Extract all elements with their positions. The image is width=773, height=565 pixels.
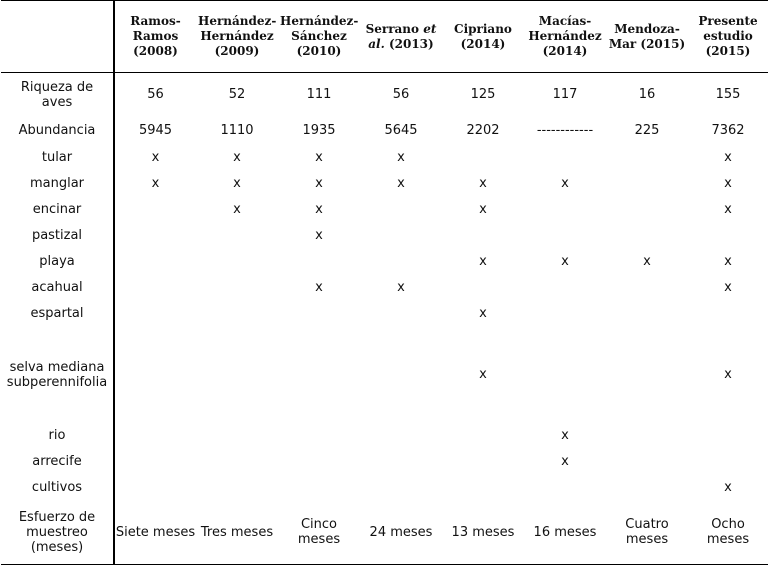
table-cell (524, 145, 606, 171)
table-cell (278, 449, 360, 475)
table-cell (114, 423, 196, 449)
cell-text: Cuatro (625, 517, 669, 533)
table-row (1, 249, 768, 275)
table-cell (688, 73, 768, 117)
table-cell (442, 117, 524, 145)
table-cell (114, 327, 196, 423)
table-cell (278, 423, 360, 449)
table-cell (114, 301, 196, 327)
header-stub (1, 1, 114, 73)
table-cell (688, 275, 768, 301)
table-cell (606, 449, 688, 475)
table-row (1, 327, 768, 423)
table-cell (606, 423, 688, 449)
table-cell (606, 117, 688, 145)
table-cell (114, 197, 196, 223)
table-row (1, 475, 768, 501)
table-cell (688, 197, 768, 223)
row-label-line: rio (48, 428, 66, 443)
table-cell (114, 501, 196, 565)
row-label (1, 475, 114, 501)
cell-text: x (724, 367, 732, 382)
cell-text: x (151, 150, 160, 165)
row-label (1, 171, 114, 197)
table-cell (524, 449, 606, 475)
cell-text: x (479, 367, 487, 382)
cell-text: x (724, 254, 732, 269)
cell-text: 5945 (138, 123, 173, 138)
row-label (1, 275, 114, 301)
row-label-line: manglar (29, 176, 85, 191)
row-label-line: subperennifolia (6, 374, 108, 390)
table-cell (278, 117, 360, 145)
table-row (1, 197, 768, 223)
row-label-line: selva mediana (9, 359, 105, 375)
table-cell (688, 145, 768, 171)
row-label (1, 501, 114, 565)
table-cell (114, 145, 196, 171)
table-cell (442, 197, 524, 223)
cell-text: x (724, 280, 732, 295)
table-cell (442, 301, 524, 327)
table-cell (606, 73, 688, 117)
row-label (1, 301, 114, 327)
table-row (1, 117, 768, 145)
table-row (1, 423, 768, 449)
row-label-line: playa (39, 254, 75, 269)
table-row (1, 145, 768, 171)
header-mendoza-mar: Mendoza- Mar (2015) (606, 1, 688, 73)
table-cell (278, 145, 360, 171)
table-cell (442, 475, 524, 501)
table-cell (196, 171, 278, 197)
cell-text: 225 (634, 123, 660, 138)
table-cell (524, 117, 606, 145)
table-cell (524, 475, 606, 501)
table-cell (688, 449, 768, 475)
table-cell (606, 197, 688, 223)
cell-text: x (561, 454, 569, 469)
table-cell (196, 275, 278, 301)
table-cell (688, 475, 768, 501)
cell-text: x (397, 150, 405, 165)
header-serrano: Serrano et al. (2013) (360, 1, 442, 73)
cell-text: 52 (228, 87, 246, 103)
cell-text: x (479, 176, 487, 191)
table-row (1, 301, 768, 327)
cell-text: Cinco (300, 517, 338, 533)
table-cell (278, 197, 360, 223)
cell-text: x (151, 176, 160, 191)
table-cell (360, 275, 442, 301)
row-label-line: muestreo (26, 524, 88, 540)
table-cell (114, 475, 196, 501)
table-cell (360, 223, 442, 249)
table-row (1, 171, 768, 197)
table-cell (524, 275, 606, 301)
table-cell (278, 301, 360, 327)
cell-text: x (315, 150, 323, 165)
cell-text: 16 meses (533, 524, 597, 540)
comparison-table (1, 0, 768, 565)
table-cell (442, 275, 524, 301)
table-cell (688, 223, 768, 249)
table-cell (196, 475, 278, 501)
row-label-line: Esfuerzo de (18, 509, 96, 525)
row-label (1, 449, 114, 475)
row-label-line: Riqueza de (20, 79, 94, 95)
header-presente-estudio: Presente estudio (2015) (688, 1, 768, 73)
table-cell (442, 145, 524, 171)
row-label (1, 73, 114, 117)
table-cell (688, 249, 768, 275)
cell-text: Siete meses (115, 524, 196, 540)
table-cell (360, 117, 442, 145)
table-cell (606, 223, 688, 249)
table-cell (360, 73, 442, 117)
table-cell (688, 423, 768, 449)
table-cell (442, 449, 524, 475)
cell-text: Ocho (711, 517, 745, 533)
cell-text: meses (706, 532, 750, 548)
table-cell (196, 117, 278, 145)
cell-text: x (724, 176, 732, 191)
cell-text: 24 meses (369, 524, 433, 540)
table-cell (114, 171, 196, 197)
table-cell (688, 301, 768, 327)
table-cell (606, 327, 688, 423)
header-hernandez-sanchez: Hernández- Sánchez (2010) (278, 1, 360, 73)
cell-text: meses (297, 532, 341, 548)
table-cell (278, 171, 360, 197)
table-cell (360, 249, 442, 275)
table-row (1, 449, 768, 475)
table-cell (606, 501, 688, 565)
cell-text: x (397, 280, 405, 295)
row-label-line: tular (41, 150, 73, 165)
table-body (1, 73, 768, 565)
row-label (1, 197, 114, 223)
table-cell (524, 301, 606, 327)
table-cell (114, 275, 196, 301)
table-cell (278, 73, 360, 117)
cell-text: x (561, 428, 569, 443)
row-label (1, 223, 114, 249)
cell-text: 56 (147, 87, 164, 103)
table-cell (196, 145, 278, 171)
table-cell (606, 171, 688, 197)
table-cell (196, 73, 278, 117)
table-cell (360, 145, 442, 171)
table-row (1, 275, 768, 301)
cell-text: x (479, 254, 487, 269)
cell-text: 125 (470, 87, 496, 103)
table-cell (196, 327, 278, 423)
table-row (1, 501, 768, 565)
cell-text: x (479, 202, 487, 217)
table-row (1, 73, 768, 117)
row-label-line: espartal (30, 306, 84, 321)
row-label (1, 117, 114, 145)
table-cell (114, 223, 196, 249)
cell-text: x (724, 480, 732, 495)
table-cell (196, 301, 278, 327)
table-cell (442, 73, 524, 117)
header-macias-hernandez: Macías- Hernández (2014) (524, 1, 606, 73)
table-cell (196, 249, 278, 275)
row-label-line: pastizal (31, 228, 83, 243)
table-cell (442, 423, 524, 449)
table-cell (360, 171, 442, 197)
cell-text: x (724, 202, 732, 217)
table-cell (688, 171, 768, 197)
table-cell (524, 249, 606, 275)
table-cell (196, 223, 278, 249)
cell-text: ------------ (536, 123, 594, 138)
row-label-line: (meses) (30, 539, 84, 555)
row-label (1, 423, 114, 449)
table-cell (442, 327, 524, 423)
table-cell (688, 501, 768, 565)
cell-text: x (315, 280, 323, 295)
cell-text: Tres meses (200, 524, 274, 540)
table-cell (606, 475, 688, 501)
table-cell (360, 475, 442, 501)
table-cell (360, 301, 442, 327)
cell-text: 16 (638, 87, 656, 103)
row-label-line: acahual (31, 280, 83, 295)
table-cell (360, 327, 442, 423)
cell-text: x (315, 202, 323, 217)
table-cell (278, 475, 360, 501)
header-cipriano: Cipriano (2014) (442, 1, 524, 73)
table-cell (524, 73, 606, 117)
table-cell (278, 327, 360, 423)
cell-text: x (561, 254, 569, 269)
cell-text: 7362 (711, 123, 745, 138)
table-cell (442, 249, 524, 275)
cell-text: 1110 (220, 123, 254, 138)
table-cell (278, 275, 360, 301)
table-cell (524, 171, 606, 197)
cell-text: x (479, 306, 487, 321)
table-cell (442, 171, 524, 197)
table-cell (524, 223, 606, 249)
row-label (1, 145, 114, 171)
table-cell (196, 423, 278, 449)
table-cell (196, 449, 278, 475)
table-cell (606, 249, 688, 275)
table-cell (196, 197, 278, 223)
table-cell (442, 223, 524, 249)
table-cell (606, 145, 688, 171)
row-label-line: aves (41, 94, 73, 110)
cell-text: 13 meses (451, 524, 515, 540)
table-cell (196, 501, 278, 565)
table-cell (114, 73, 196, 117)
cell-text: x (315, 176, 323, 191)
cell-text: 1935 (302, 123, 336, 138)
table-cell (278, 249, 360, 275)
cell-text: 111 (306, 87, 332, 103)
header-row (1, 1, 768, 73)
cell-text: x (724, 150, 732, 165)
cell-text: x (643, 254, 651, 269)
table-cell (114, 449, 196, 475)
cell-text: 155 (715, 87, 741, 103)
table-cell (524, 423, 606, 449)
cell-text: 56 (392, 87, 410, 103)
cell-text: x (233, 202, 241, 217)
table-row (1, 223, 768, 249)
table-cell (360, 501, 442, 565)
table-cell (524, 327, 606, 423)
row-label-line: cultivos (31, 480, 83, 495)
cell-text: x (233, 176, 241, 191)
table-cell (688, 117, 768, 145)
table-cell (360, 197, 442, 223)
cell-text: x (233, 150, 241, 165)
table-cell (524, 197, 606, 223)
table-cell (114, 117, 196, 145)
row-label (1, 327, 114, 423)
table-cell (606, 301, 688, 327)
table-cell (524, 501, 606, 565)
row-label-line: Abundancia (18, 123, 96, 138)
table-cell (360, 449, 442, 475)
cell-text: meses (625, 532, 669, 548)
row-label-line: encinar (32, 202, 82, 217)
table-cell (114, 249, 196, 275)
cell-text: 2202 (466, 123, 500, 138)
table-cell (688, 327, 768, 423)
cell-text: x (315, 228, 323, 243)
cell-text: x (561, 176, 569, 191)
row-label-line: arrecife (32, 454, 82, 469)
cell-text: 117 (552, 87, 578, 103)
table-cell (606, 275, 688, 301)
table-cell (360, 423, 442, 449)
row-label (1, 249, 114, 275)
header-hernandez-hernandez: Hernández- Hernández (2009) (196, 1, 278, 73)
table-cell (442, 501, 524, 565)
table-cell (278, 501, 360, 565)
cell-text: 5645 (384, 123, 418, 138)
table-cell (278, 223, 360, 249)
header-ramos-ramos: Ramos- Ramos (2008) (114, 1, 196, 73)
cell-text: x (397, 176, 405, 191)
